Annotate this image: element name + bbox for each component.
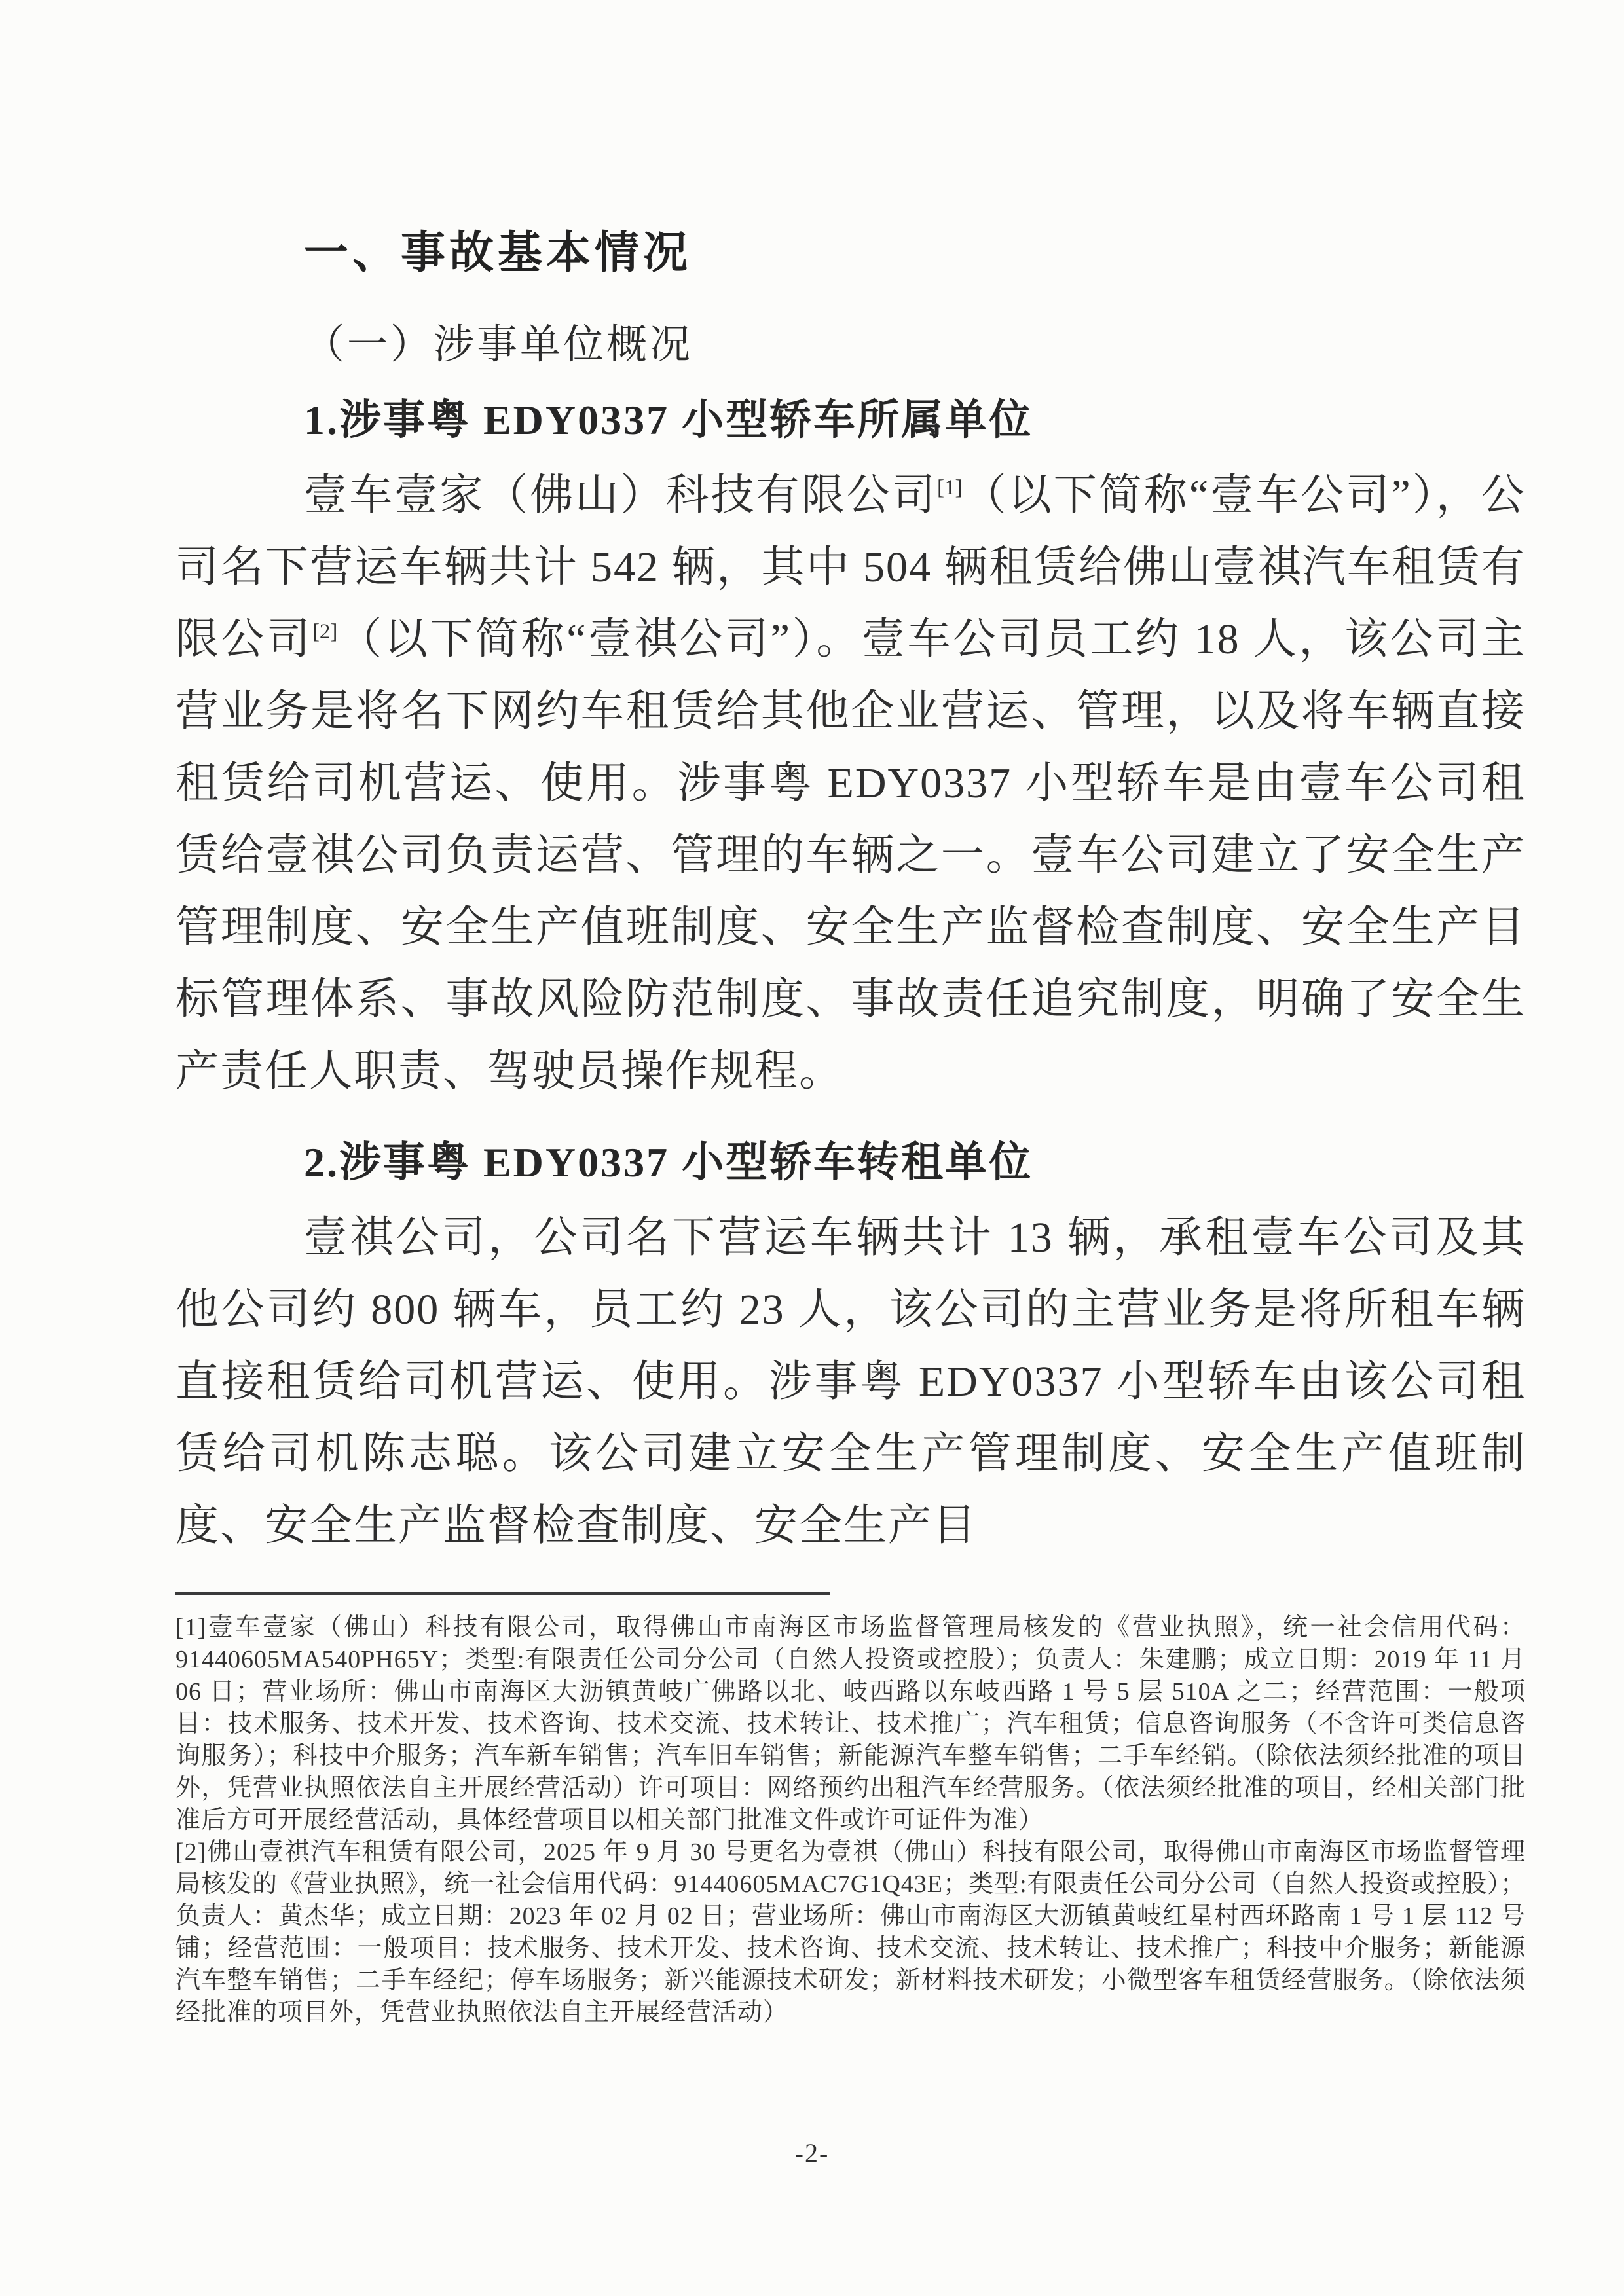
paragraph-1-text: （以下简称“壹祺公司”）。壹车公司员工约 18 人，该公司主营业务是将名下网约车租赁给其他企业营运、管理，以及将车辆直接租赁给司机营运、使用。涉事粤 EDY0337 小型轿车是由壹车公司租赁给壹祺公司负责运营、管理的车辆之一。壹车公司建立了安全生产管理制度、安全生产值班制度、安全生产监督检查制度、安全生产目标管理体系、事故风险防范制度、事故责任追究制度，明确了安全生产责任人职责、驾驶员操作规程。 (175, 615, 1526, 1095)
subsection-title: （一）涉事单位概况 (304, 323, 693, 367)
heading-unit-1: 1.涉事粤 EDY0337 小型轿车所属单位 (304, 397, 1033, 443)
footnote-2: [2]佛山壹祺汽车租赁有限公司，2025 年 9 月 30 号更名为壹祺（佛山）科技有限公司，取得佛山市南海区市场监督管理局核发的《营业执照》，统一社会信用代码：91440605MAC7G1Q43E；类型:有限责任公司分公司（自然人投资或控股）；负责人：黄杰华；成立日期：2023 年 02 月 02 日；营业场所：佛山市南海区大沥镇黄岐红星村西环路南 1 号 1 层 112 号铺；经营范围：一般项目：技术服务、技术开发、技术咨询、技术交流、技术转让、技术推广；科技中介服务；新能源汽车整车销售；二手车经纪；停车场服务；新兴能源技术研发；新材料技术研发；小微型客车租赁经营服务。（除依法须经批准的项目外，凭营业执照依法自主开展经营活动） (175, 1838, 1526, 2026)
paragraph-1 (175, 460, 1526, 1108)
paragraph-1-text: （以下简称“壹车公司”），公司名下营运车辆共计 542 辆，其中 504 辆租赁给佛山壹祺汽车租赁有限公司 (175, 471, 1526, 663)
footnote-separator (175, 1592, 830, 1595)
footnote-ref-2: [2] (312, 620, 338, 644)
footnote-1: [1]壹车壹家（佛山）科技有限公司，取得佛山市南海区市场监督管理局核发的《营业执照》，统一社会信用代码：91440605MA540PH65Y；类型:有限责任公司分公司（自然人投资或控股）；负责人：朱建鹏；成立日期：2019 年 11 月 06 日；营业场所：佛山市南海区大沥镇黄岐广佛路以北、岐西路以东岐西路 1 号 5 层 510A 之二；经营范围：一般项目：技术服务、技术开发、技术咨询、技术交流、技术转让、技术推广；汽车租赁；信息咨询服务（不含许可类信息咨询服务）；科技中介服务；汽车新车销售；汽车旧车销售；新能源汽车整车销售；二手车经销。（除依法须经批准的项目外，凭营业执照依法自主开展经营活动）许可项目：网络预约出租汽车经营服务。（依法须经批准的项目，经相关部门批准后方可开展经营活动，具体经营项目以相关部门批准文件或许可证件为准） (175, 1614, 1526, 1834)
paragraph-2: 壹祺公司，公司名下营运车辆共计 13 辆，承租壹车公司及其他公司约 800 辆车，员工约 23 人，该公司的主营业务是将所租车辆直接租赁给司机营运、使用。涉事粤 EDY0337 小型轿车由该公司租赁给司机陈志聪。该公司建立安全生产管理制度、安全生产值班制度、安全生产监督检查制度、安全生产目 (175, 1214, 1526, 1550)
page-number: -2- (794, 2138, 830, 2168)
paragraph-1-text: 壹车壹家（佛山）科技有限公司 (304, 471, 937, 519)
section-title: 一、事故基本情况 (304, 228, 692, 278)
footnote-ref-1: [1] (936, 476, 963, 500)
heading-unit-2: 2.涉事粤 EDY0337 小型轿车转租单位 (304, 1139, 1033, 1186)
